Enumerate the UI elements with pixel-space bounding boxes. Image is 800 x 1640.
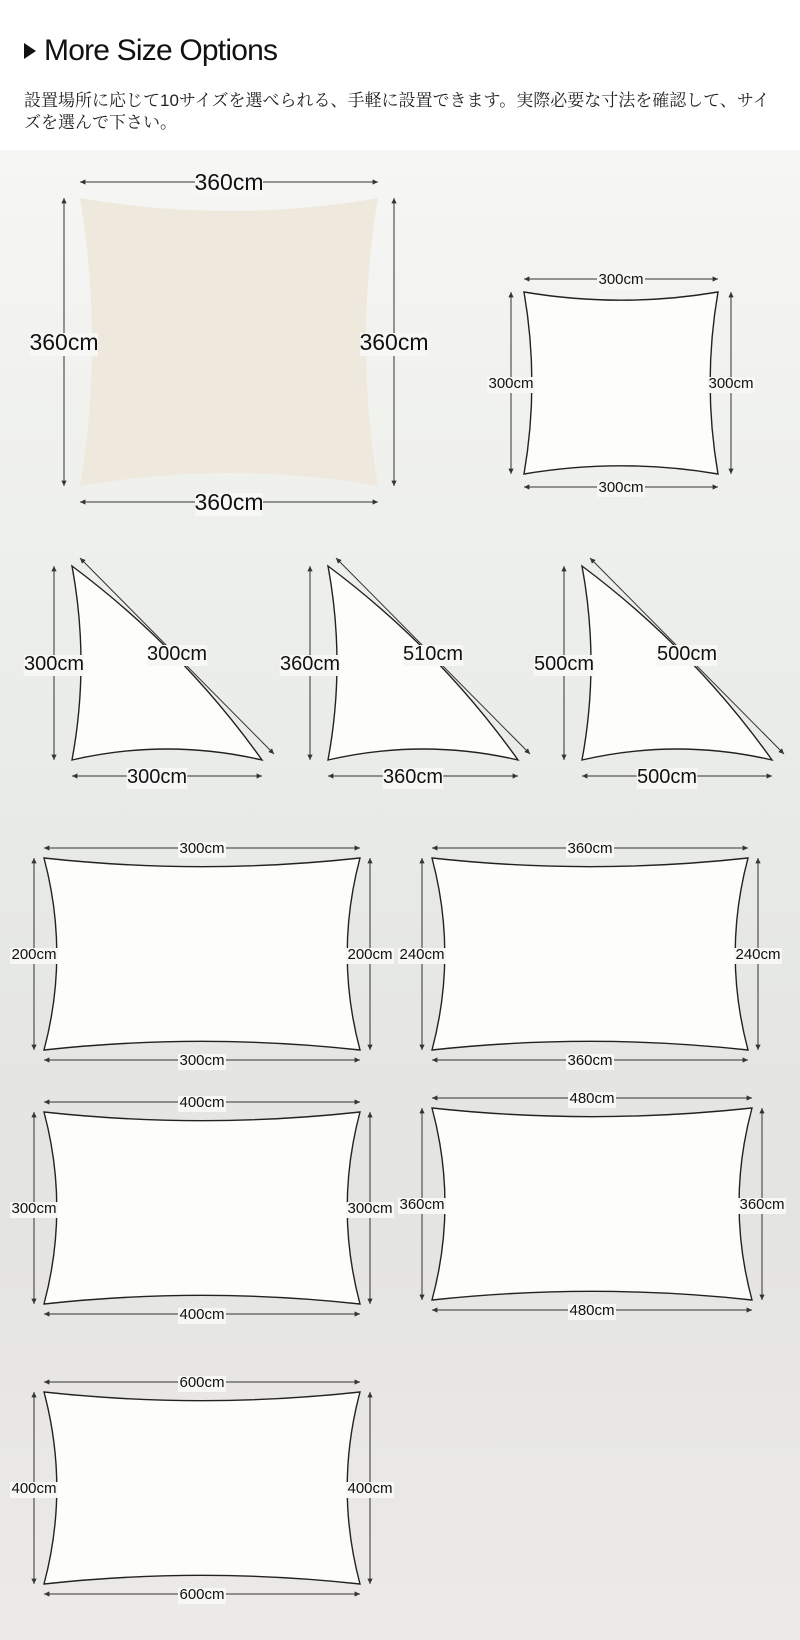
rect-300x200-top-dim-head-b — [355, 845, 360, 850]
rect-360x240-right-dim-head-a — [755, 858, 760, 863]
rect-360x240-top-label: 360cm — [567, 840, 613, 857]
size-rect-600x400 — [10, 1374, 394, 1604]
rect-480x360-left-dim-head-b — [419, 1295, 424, 1300]
rect-480x360-bottom-dim-head-a — [432, 1307, 437, 1312]
rect-480x360-top-dim-head-a — [432, 1095, 437, 1100]
rect-400x300-bottom-dim-head-a — [44, 1311, 49, 1316]
triangle-300-left-dim-head-a — [51, 566, 56, 571]
square-360-top-label: 360cm — [194, 169, 264, 195]
rect-600x400-left-dim-head-a — [31, 1392, 36, 1397]
size-square-300 — [487, 271, 755, 497]
triangle-500-bottom-dim-head-a — [582, 773, 587, 778]
rect-360x240-left-dim-head-a — [419, 858, 424, 863]
rect-600x400-top-dim-head-b — [355, 1379, 360, 1384]
triangle-500-bottom-dim-head-b — [767, 773, 772, 778]
rect-360x240-right-dim-head-b — [755, 1045, 760, 1050]
square-360-right-label: 360cm — [359, 329, 429, 355]
triangle-360-bottom-label: 360cm — [382, 766, 444, 788]
rect-300x200-bottom-dim-head-b — [355, 1057, 360, 1062]
rect-400x300-top-dim-head-b — [355, 1099, 360, 1104]
triangle-360-bottom-dim-head-a — [328, 773, 333, 778]
square-300-top-label: 300cm — [598, 271, 644, 288]
rect-480x360-left-label: 360cm — [399, 1196, 445, 1213]
square-360-right-dim-head-a — [391, 198, 396, 203]
rect-360x240-bottom-dim-head-b — [743, 1057, 748, 1062]
rect-480x360-shape — [432, 1108, 752, 1300]
triangle-300-left-label: 300cm — [23, 653, 85, 675]
rect-360x240-right-label: 240cm — [735, 946, 781, 963]
square-300-bottom-label: 300cm — [598, 479, 644, 496]
rect-400x300-left-label: 300cm — [11, 1200, 57, 1217]
rect-300x200-left-label: 200cm — [11, 946, 57, 963]
triangle-300-bottom-label: 300cm — [126, 766, 188, 788]
square-360-right-dim-head-b — [391, 481, 396, 486]
triangle-360-left-dim-head-b — [307, 755, 312, 760]
size-triangle-360 — [280, 558, 530, 789]
triangle-360-left-dim-head-a — [307, 566, 312, 571]
rect-600x400-right-dim-head-a — [367, 1392, 372, 1397]
rect-400x300-top-dim-head-a — [44, 1099, 49, 1104]
square-300-bottom-dim-head-a — [524, 484, 529, 489]
square-300-bottom-dim-head-b — [713, 484, 718, 489]
rect-360x240-left-label: 240cm — [399, 946, 445, 963]
rect-400x300-top-label: 400cm — [179, 1094, 225, 1111]
rect-600x400-left-label: 400cm — [11, 1480, 57, 1497]
rect-400x300-right-label: 300cm — [347, 1200, 393, 1217]
rect-600x400-left-dim-head-b — [31, 1579, 36, 1584]
rect-300x200-right-label: 200cm — [347, 946, 393, 963]
rect-300x200-shape — [44, 858, 360, 1050]
rect-360x240-top-dim-head-a — [432, 845, 437, 850]
rect-300x200-bottom-label: 300cm — [179, 1052, 225, 1069]
size-triangle-300 — [24, 558, 274, 789]
triangle-360-left-label: 360cm — [279, 653, 341, 675]
rect-400x300-right-dim-head-b — [367, 1299, 372, 1304]
rect-300x200-left-dim-head-b — [31, 1045, 36, 1050]
rect-480x360-left-dim-head-a — [419, 1108, 424, 1113]
rect-480x360-bottom-label: 480cm — [569, 1302, 615, 1319]
square-360-top-dim-head-a — [80, 179, 85, 184]
rect-600x400-shape — [44, 1392, 360, 1584]
square-300-left-label: 300cm — [488, 375, 534, 392]
square-360-bottom-dim-head-b — [373, 499, 378, 504]
square-300-top-dim-head-a — [524, 276, 529, 281]
square-300-top-dim-head-b — [713, 276, 718, 281]
size-rect-480x360 — [398, 1090, 786, 1320]
size-triangle-500 — [534, 558, 784, 789]
square-360-bottom-dim-head-a — [80, 499, 85, 504]
triangle-300-left-dim-head-b — [51, 755, 56, 760]
rect-600x400-right-dim-head-b — [367, 1579, 372, 1584]
rect-480x360-bottom-dim-head-b — [747, 1307, 752, 1312]
rect-600x400-bottom-label: 600cm — [179, 1586, 225, 1603]
rect-400x300-left-dim-head-b — [31, 1299, 36, 1304]
rect-480x360-top-dim-head-b — [747, 1095, 752, 1100]
triangle-300-bottom-dim-head-b — [257, 773, 262, 778]
description: 設置場所に応じて10サイズを選べられる、手軽に設置できます。実際必要な寸法を確認して、サイズを選んで下さい。 — [24, 91, 770, 132]
section-title-text: More Size Options — [44, 34, 278, 67]
rect-300x200-top-dim-head-a — [44, 845, 49, 850]
rect-400x300-right-dim-head-a — [367, 1112, 372, 1117]
triangle-300-bottom-dim-head-a — [72, 773, 77, 778]
square-300-shape — [524, 292, 718, 474]
triangle-500-left-dim-head-b — [561, 755, 566, 760]
square-360-shape — [80, 198, 378, 486]
rect-300x200-left-dim-head-a — [31, 858, 36, 863]
triangle-500-hyp-label: 500cm — [656, 643, 718, 665]
rect-480x360-top-label: 480cm — [569, 1090, 615, 1107]
rect-600x400-bottom-dim-head-a — [44, 1591, 49, 1596]
square-360-top-dim-head-b — [373, 179, 378, 184]
rect-600x400-top-label: 600cm — [179, 1374, 225, 1391]
rect-360x240-bottom-dim-head-a — [432, 1057, 437, 1062]
square-300-left-dim-head-a — [508, 292, 513, 297]
triangle-500-left-label: 500cm — [533, 653, 595, 675]
rect-480x360-right-dim-head-b — [759, 1295, 764, 1300]
size-square-360 — [29, 169, 428, 516]
square-360-left-dim-head-b — [61, 481, 66, 486]
square-360-left-label: 360cm — [29, 329, 99, 355]
triangle-360-hyp-label: 510cm — [402, 643, 464, 665]
triangle-500-left-dim-head-a — [561, 566, 566, 571]
square-300-right-label: 300cm — [708, 375, 754, 392]
triangle-360-bottom-dim-head-b — [513, 773, 518, 778]
rect-300x200-right-dim-head-b — [367, 1045, 372, 1050]
rect-400x300-bottom-label: 400cm — [179, 1306, 225, 1323]
rect-600x400-bottom-dim-head-b — [355, 1591, 360, 1596]
rect-360x240-top-dim-head-b — [743, 845, 748, 850]
size-rect-360x240 — [398, 840, 782, 1070]
size-rect-400x300 — [10, 1094, 394, 1324]
rect-600x400-right-label: 400cm — [347, 1480, 393, 1497]
rect-360x240-left-dim-head-b — [419, 1045, 424, 1050]
rect-400x300-bottom-dim-head-b — [355, 1311, 360, 1316]
triangle-500-bottom-label: 500cm — [636, 766, 698, 788]
square-300-right-dim-head-b — [728, 469, 733, 474]
size-rect-300x200 — [10, 840, 394, 1070]
rect-480x360-right-dim-head-a — [759, 1108, 764, 1113]
rect-300x200-top-label: 300cm — [179, 840, 225, 857]
rect-600x400-top-dim-head-a — [44, 1379, 49, 1384]
triangle-300-hyp-label: 300cm — [146, 643, 208, 665]
square-360-bottom-label: 360cm — [194, 489, 264, 515]
rect-300x200-right-dim-head-a — [367, 858, 372, 863]
square-360-left-dim-head-a — [61, 198, 66, 203]
rect-300x200-bottom-dim-head-a — [44, 1057, 49, 1062]
rect-480x360-right-label: 360cm — [739, 1196, 785, 1213]
rect-360x240-shape — [432, 858, 748, 1050]
rect-360x240-bottom-label: 360cm — [567, 1052, 613, 1069]
square-300-left-dim-head-b — [508, 469, 513, 474]
rect-400x300-shape — [44, 1112, 360, 1304]
square-300-right-dim-head-a — [728, 292, 733, 297]
rect-400x300-left-dim-head-a — [31, 1112, 36, 1117]
